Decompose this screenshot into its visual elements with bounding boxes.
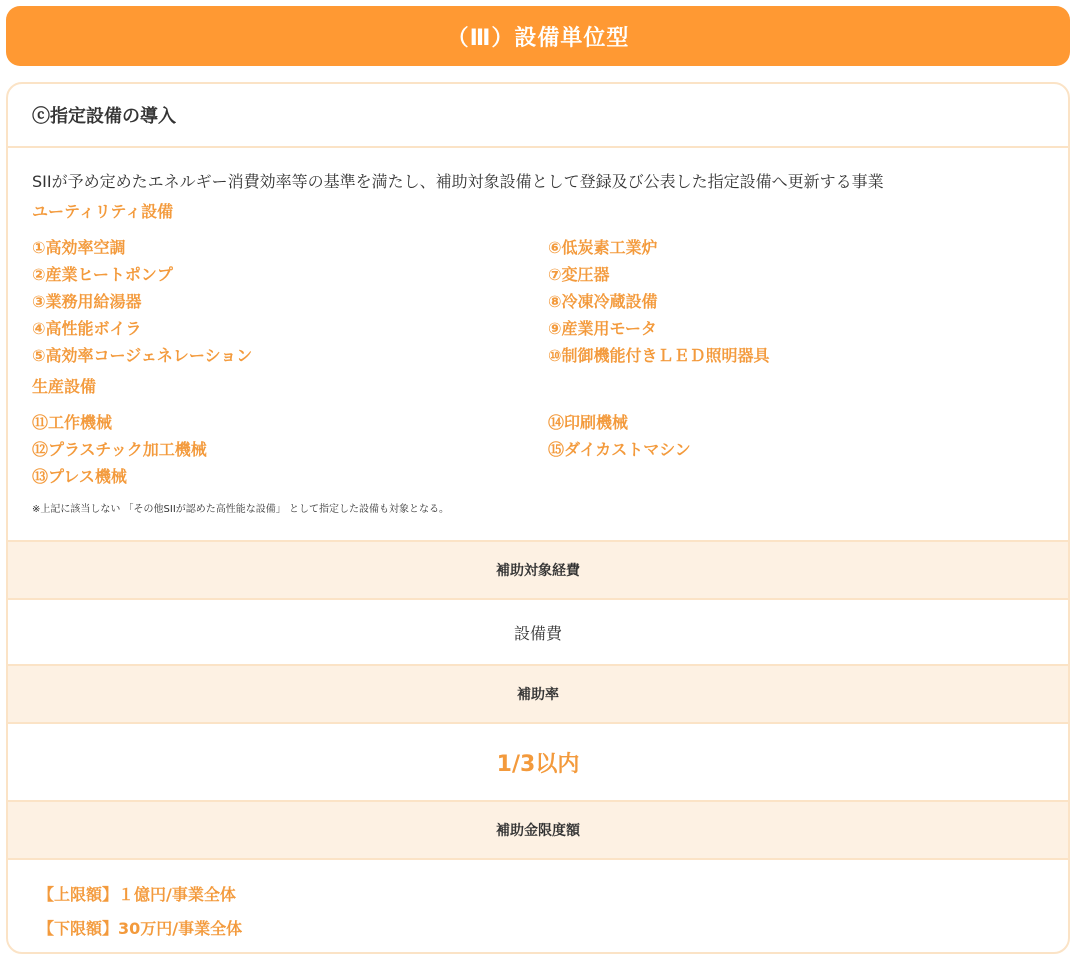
equipment-item: ⑮ダイカストマシン — [548, 440, 691, 459]
card-title: ⓒ指定設備の導入 — [32, 106, 176, 127]
equipment-item: ⑭印刷機械 — [548, 413, 629, 432]
equipment-item: ⑥低炭素工業炉 — [548, 238, 658, 257]
equipment-item: ⑦変圧器 — [548, 265, 610, 284]
equipment-item: ①高効率空調 — [32, 238, 126, 257]
equipment-item: ③業務用給湯器 — [32, 292, 142, 311]
subsidy-card — [6, 82, 1070, 954]
section-banner — [6, 6, 1070, 66]
limit-header — [8, 800, 1068, 860]
equipment-item: ⑤高効率コージェネレーション — [32, 346, 253, 365]
rate-body — [8, 724, 1068, 800]
equipment-item: ⑬プレス機械 — [32, 467, 127, 486]
expense-body — [8, 600, 1068, 664]
equipment-item: ⑪工作機械 — [32, 413, 113, 432]
equipment-item: ⑩制御機能付きＬＥＤ照明器具 — [548, 346, 770, 365]
expense-label: 補助対象経費 — [496, 563, 580, 579]
intro-text: SIIが予め定めたエネルギー消費効率等の基準を満たし、補助対象設備として登録及び公表した指定設備へ更新する事業 — [32, 172, 884, 191]
expense-header — [8, 540, 1068, 600]
footnote: ※上記に該当しない 「その他SIIが認めた高性能な設備」 として指定した設備も対象となる。 — [32, 504, 449, 515]
rate-value: 1/3以内 — [496, 751, 580, 777]
banner-title: （Ⅲ）設備単位型 — [446, 25, 630, 51]
rate-header — [8, 664, 1068, 724]
limit-label: 補助金限度額 — [496, 823, 580, 839]
lower-limit: 【下限額】30万円/事業全体 — [38, 919, 243, 938]
upper-limit: 【上限額】１億円/事業全体 — [38, 885, 236, 904]
equipment-item: ④高性能ボイラ — [32, 319, 142, 338]
rate-label: 補助率 — [517, 687, 559, 703]
equipment-item: ⑨産業用モータ — [548, 319, 657, 338]
expense-value: 設備費 — [513, 623, 562, 643]
equipment-item: ②産業ヒートポンプ — [32, 265, 173, 284]
limit-body — [8, 860, 1068, 946]
production-item-list — [32, 409, 1068, 490]
utility-item-list — [32, 234, 1068, 369]
card-header — [8, 84, 1068, 148]
description-area — [8, 148, 1068, 540]
equipment-item: ⑫プラスチック加工機械 — [32, 440, 207, 459]
equipment-item: ⑧冷凍冷蔵設備 — [548, 292, 658, 311]
category-title-production: 生産設備 — [32, 377, 97, 396]
category-title-utility: ユーティリティ設備 — [32, 202, 174, 221]
